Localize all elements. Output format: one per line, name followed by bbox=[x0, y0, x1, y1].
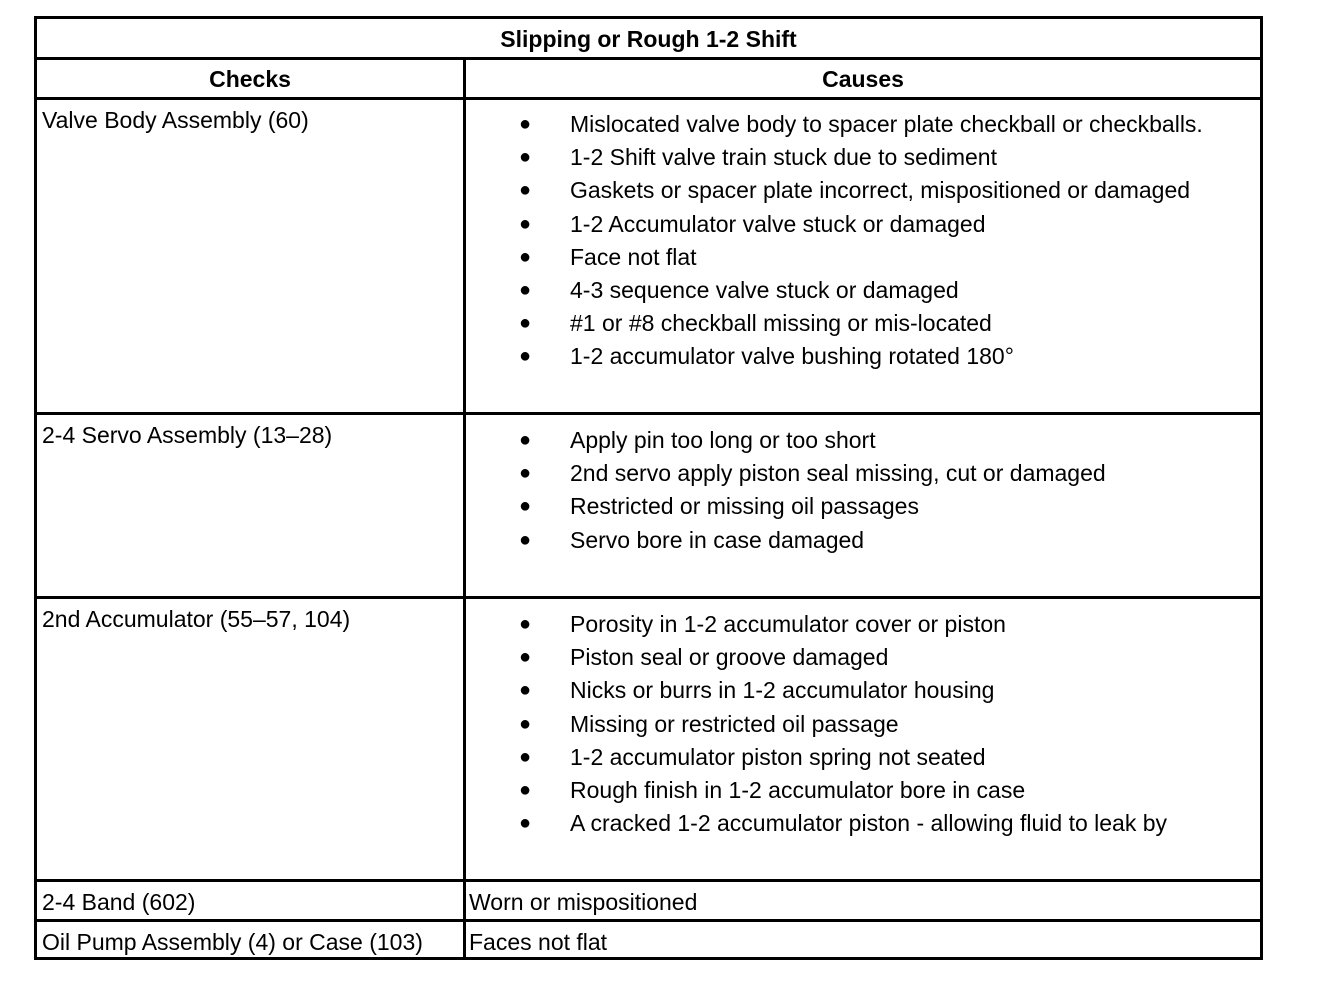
bullet-icon: ● bbox=[519, 278, 532, 301]
header-checks: Checks bbox=[209, 66, 291, 92]
bullet-icon: ● bbox=[519, 679, 532, 702]
list-item: ● Mislocated valve body to spacer plate checkball or checkballs. bbox=[512, 108, 1203, 141]
list-item: ● Apply pin too long or too short bbox=[512, 424, 1106, 457]
list-item: ● Missing or restricted oil passage bbox=[512, 708, 1167, 741]
check-band: 2-4 Band (602) bbox=[42, 889, 196, 915]
list-item: ● Nicks or burrs in 1-2 accumulator housing bbox=[512, 674, 1167, 707]
bullet-icon: ● bbox=[519, 345, 532, 368]
list-item: ● 1-2 accumulator piston spring not seated bbox=[512, 741, 1167, 774]
list-item: ● Piston seal or groove damaged bbox=[512, 641, 1167, 674]
list-item: ● 1-2 accumulator valve bushing rotated 180° bbox=[512, 340, 1203, 373]
list-item: ● 1-2 Shift valve train stuck due to sediment bbox=[512, 141, 1203, 174]
diagnosis-table bbox=[34, 16, 1263, 960]
header-causes: Causes bbox=[822, 66, 904, 92]
divider bbox=[37, 57, 1260, 60]
list-item: ● A cracked 1-2 accumulator piston - allowing fluid to leak by bbox=[512, 807, 1167, 840]
check-servo-assembly: 2-4 Servo Assembly (13–28) bbox=[42, 422, 333, 448]
bullet-icon: ● bbox=[519, 712, 532, 735]
list-item: ● Gaskets or spacer plate incorrect, mispositioned or damaged bbox=[512, 174, 1203, 207]
table-title: Slipping or Rough 1-2 Shift bbox=[500, 26, 797, 52]
cause-oil-pump: Faces not flat bbox=[469, 929, 608, 955]
divider bbox=[37, 919, 1260, 922]
bullet-icon: ● bbox=[519, 312, 532, 335]
bullet-icon: ● bbox=[519, 179, 532, 202]
bullet-icon: ● bbox=[519, 745, 532, 768]
bullet-icon: ● bbox=[519, 146, 532, 169]
list-item: ● Servo bore in case damaged bbox=[512, 524, 1106, 557]
list-item: ● Restricted or missing oil passages bbox=[512, 490, 1106, 523]
divider bbox=[37, 97, 1260, 100]
causes-list-valve-body bbox=[512, 108, 1203, 374]
list-item: ● Face not flat bbox=[512, 241, 1203, 274]
divider bbox=[37, 412, 1260, 415]
causes-list-servo bbox=[512, 424, 1106, 557]
bullet-icon: ● bbox=[519, 812, 532, 835]
bullet-icon: ● bbox=[519, 113, 532, 135]
check-valve-body: Valve Body Assembly (60) bbox=[42, 107, 309, 133]
bullet-icon: ● bbox=[519, 778, 532, 801]
bullet-icon: ● bbox=[519, 429, 532, 451]
list-item: ● Porosity in 1-2 accumulator cover or piston bbox=[512, 608, 1167, 641]
bullet-icon: ● bbox=[519, 245, 532, 268]
check-2nd-accumulator: 2nd Accumulator (55–57, 104) bbox=[42, 606, 351, 632]
divider bbox=[37, 879, 1260, 882]
causes-list-accumulator bbox=[512, 608, 1167, 840]
bullet-icon: ● bbox=[519, 646, 532, 669]
column-divider bbox=[463, 57, 466, 960]
bullet-icon: ● bbox=[519, 613, 532, 635]
list-item: ● 2nd servo apply piston seal missing, cut or damaged bbox=[512, 457, 1106, 490]
check-oil-pump: Oil Pump Assembly (4) or Case (103) bbox=[42, 929, 423, 955]
bullet-icon: ● bbox=[519, 212, 532, 235]
list-item: ● 4-3 sequence valve stuck or damaged bbox=[512, 274, 1203, 307]
cause-band: Worn or mispositioned bbox=[469, 889, 698, 915]
list-item: ● Rough finish in 1-2 accumulator bore in case bbox=[512, 774, 1167, 807]
bullet-icon: ● bbox=[519, 528, 532, 551]
bullet-icon: ● bbox=[519, 495, 532, 518]
divider bbox=[37, 596, 1260, 599]
list-item: ● #1 or #8 checkball missing or mis-located bbox=[512, 307, 1203, 340]
bullet-icon: ● bbox=[519, 462, 532, 485]
list-item: ● 1-2 Accumulator valve stuck or damaged bbox=[512, 208, 1203, 241]
